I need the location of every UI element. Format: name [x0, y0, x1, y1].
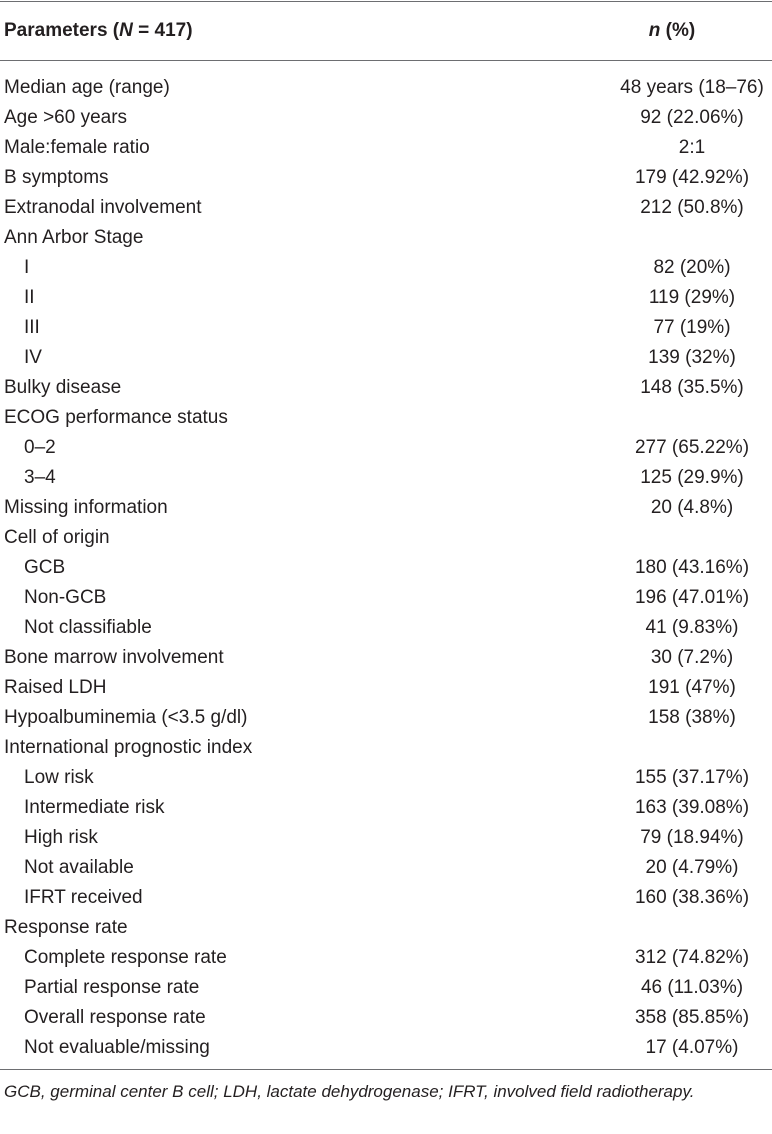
table-row — [0, 673, 772, 703]
table-row — [0, 73, 772, 103]
row-parameter: Intermediate risk — [24, 797, 165, 818]
row-parameter: B symptoms — [4, 167, 109, 188]
table-row — [0, 643, 772, 673]
row-value: 196 (47.01%) — [634, 587, 750, 608]
row-value: 20 (4.79%) — [645, 857, 739, 878]
row-parameter: Extranodal involvement — [4, 197, 202, 218]
table-row — [0, 223, 772, 253]
row-value: 212 (50.8%) — [640, 197, 744, 218]
row-parameter: Non-GCB — [24, 587, 107, 608]
row-value: 30 (7.2%) — [650, 647, 734, 668]
table-body — [0, 61, 772, 1069]
header-value-n: n — [648, 20, 661, 41]
table-row — [0, 343, 772, 373]
row-parameter: Low risk — [24, 767, 94, 788]
table-row — [0, 913, 772, 943]
row-parameter: Raised LDH — [4, 677, 107, 698]
row-value: 82 (20%) — [653, 257, 731, 278]
row-parameter: 3–4 — [24, 467, 56, 488]
row-parameter: Male:female ratio — [4, 137, 150, 158]
row-value: 20 (4.8%) — [650, 497, 734, 518]
row-parameter: Missing information — [4, 497, 168, 518]
row-parameter: II — [24, 287, 35, 308]
row-value: 77 (19%) — [653, 317, 731, 338]
row-value: 125 (29.9%) — [640, 467, 744, 488]
row-parameter: Bulky disease — [4, 377, 122, 398]
table-header — [0, 2, 772, 60]
row-value: 312 (74.82%) — [634, 947, 750, 968]
row-value: 180 (43.16%) — [634, 557, 750, 578]
table-footnote: GCB, germinal center B cell; LDH, lactate dehydrogenase; IFRT, involved field radiotherapy. — [4, 1082, 695, 1101]
row-value: 139 (32%) — [648, 347, 736, 368]
table-row — [0, 973, 772, 1003]
row-value: 179 (42.92%) — [634, 167, 750, 188]
row-parameter: Overall response rate — [24, 1007, 206, 1028]
table-row — [0, 793, 772, 823]
row-parameter: High risk — [24, 827, 98, 848]
row-parameter: Not available — [24, 857, 134, 878]
row-value: 17 (4.07%) — [645, 1037, 739, 1058]
row-parameter: Ann Arbor Stage — [4, 227, 144, 248]
row-value: 119 (29%) — [648, 287, 736, 308]
row-parameter: GCB — [24, 557, 66, 578]
table-row — [0, 883, 772, 913]
row-parameter: IFRT received — [24, 887, 143, 908]
row-parameter: Cell of origin — [4, 527, 110, 548]
table-row — [0, 943, 772, 973]
table-row — [0, 733, 772, 763]
row-parameter: Not evaluable/missing — [24, 1037, 210, 1058]
row-value: 46 (11.03%) — [640, 977, 744, 998]
row-parameter: 0–2 — [24, 437, 56, 458]
row-value: 79 (18.94%) — [640, 827, 744, 848]
table-row — [0, 313, 772, 343]
row-parameter: Partial response rate — [24, 977, 200, 998]
row-value: 48 years (18–76) — [620, 77, 764, 98]
table-row — [0, 283, 772, 313]
header-param-prefix: Parameters ( — [4, 20, 120, 41]
header-value-suffix: (%) — [660, 20, 696, 41]
table-row — [0, 583, 772, 613]
table-row — [0, 373, 772, 403]
header-parameters — [4, 20, 193, 42]
row-value: 148 (35.5%) — [640, 377, 744, 398]
row-parameter: Complete response rate — [24, 947, 227, 968]
table-row — [0, 163, 772, 193]
patient-characteristics-table — [0, 1, 772, 1105]
header-n-percent — [572, 20, 772, 42]
row-value: 2:1 — [678, 137, 706, 158]
table-row — [0, 853, 772, 883]
header-param-suffix: = 417) — [132, 20, 193, 41]
row-parameter: Hypoalbuminemia (<3.5 g/dl) — [4, 707, 248, 728]
row-value: 163 (39.08%) — [634, 797, 750, 818]
table-row — [0, 493, 772, 523]
table-row — [0, 1033, 772, 1063]
table-row — [0, 403, 772, 433]
table-row — [0, 823, 772, 853]
row-parameter: Not classifiable — [24, 617, 152, 638]
table-row — [0, 193, 772, 223]
table-row — [0, 103, 772, 133]
table-row — [0, 613, 772, 643]
row-parameter: I — [24, 257, 30, 278]
row-parameter: Bone marrow involvement — [4, 647, 224, 668]
row-parameter: IV — [24, 347, 42, 368]
row-value: 358 (85.85%) — [634, 1007, 750, 1028]
row-parameter: Age >60 years — [4, 107, 128, 128]
table-row — [0, 1003, 772, 1033]
row-value: 277 (65.22%) — [634, 437, 750, 458]
header-param-n: N — [119, 20, 133, 41]
table-row — [0, 703, 772, 733]
row-parameter: International prognostic index — [4, 737, 253, 758]
table-row — [0, 433, 772, 463]
row-value: 158 (38%) — [648, 707, 736, 728]
row-value: 92 (22.06%) — [640, 107, 744, 128]
row-value: 155 (37.17%) — [634, 767, 750, 788]
row-value: 191 (47%) — [648, 677, 736, 698]
row-parameter: ECOG performance status — [4, 407, 228, 428]
table-row — [0, 133, 772, 163]
row-value: 160 (38.36%) — [634, 887, 750, 908]
table-row — [0, 763, 772, 793]
row-value: 41 (9.83%) — [645, 617, 739, 638]
row-parameter: Response rate — [4, 917, 128, 938]
row-parameter: III — [24, 317, 40, 338]
table-row — [0, 253, 772, 283]
table-row — [0, 553, 772, 583]
table-row — [0, 523, 772, 553]
row-parameter: Median age (range) — [4, 77, 170, 98]
table-row — [0, 463, 772, 493]
